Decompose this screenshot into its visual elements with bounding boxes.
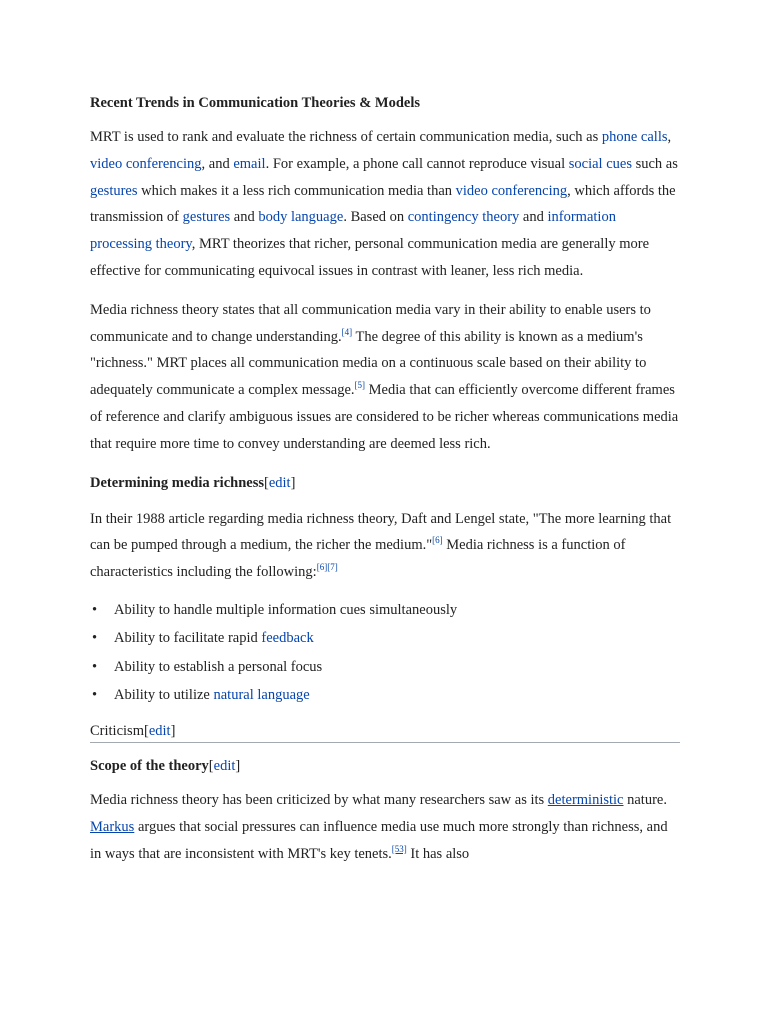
page-title: Recent Trends in Communication Theories & Models bbox=[90, 95, 421, 111]
link-video-conferencing-2[interactable]: video conferencing bbox=[455, 182, 568, 199]
text: , and bbox=[201, 155, 234, 172]
citation-53[interactable]: [53] bbox=[391, 843, 407, 854]
text: and bbox=[230, 209, 259, 226]
link-gestures[interactable]: gestures bbox=[90, 182, 138, 199]
edit-link-scope[interactable]: edit bbox=[213, 757, 236, 774]
text: which makes it a less rich communication media than bbox=[137, 182, 456, 199]
text: and bbox=[519, 209, 548, 226]
text: Media richness is a function of characteristics including the following: bbox=[90, 537, 626, 581]
list-item bbox=[90, 596, 680, 625]
text: . Based on bbox=[343, 209, 408, 226]
text: argues that social pressures can influence media use much more strongly than richness, and in ways that are inconsistent with MRT's key tenets. bbox=[90, 818, 668, 862]
paragraph-daft-lengel bbox=[90, 506, 680, 586]
link-information-processing-theory[interactable]: information processing theory bbox=[90, 209, 616, 253]
bracket: ] bbox=[235, 757, 241, 774]
heading-text: Scope of the theory bbox=[90, 757, 209, 774]
edit-link-criticism[interactable]: edit bbox=[148, 722, 171, 739]
heading-text: Criticism bbox=[90, 722, 144, 739]
list-item-text: Ability to establish a personal focus bbox=[114, 658, 323, 675]
link-gestures-2[interactable]: gestures bbox=[182, 209, 231, 226]
link-natural-language[interactable]: natural language bbox=[213, 687, 310, 704]
citation-6b[interactable]: [6] bbox=[316, 562, 328, 573]
link-email[interactable]: email bbox=[233, 155, 266, 172]
bracket: [ bbox=[143, 722, 149, 739]
citation-6[interactable]: [6] bbox=[432, 535, 443, 546]
paragraph-criticism bbox=[90, 787, 680, 867]
citation-7[interactable]: [7] bbox=[327, 562, 338, 573]
bullet: • bbox=[92, 601, 98, 618]
text: Media richness theory states that all communication media vary in their ability to enable users to communicate and to change understanding. bbox=[90, 301, 651, 345]
text: , MRT theorizes that richer, personal communication media are generally more effective for communicating equivocal issues in contrast with leaner, less rich media. bbox=[90, 236, 650, 279]
edit-link-determining[interactable]: edit bbox=[268, 474, 291, 491]
list-item-text: Ability to facilitate rapid bbox=[114, 630, 262, 647]
link-contingency-theory[interactable]: contingency theory bbox=[407, 209, 520, 226]
bracket: [ bbox=[263, 474, 269, 491]
text: Media that can efficiently overcome different frames of reference and clarify ambiguous issues are considered to be richer whereas communications media that require more time to convey understanding are deemed less rich. bbox=[90, 382, 679, 452]
link-deterministic[interactable]: deterministic bbox=[547, 791, 624, 808]
text: nature. bbox=[623, 791, 667, 808]
section-heading-scope bbox=[90, 753, 680, 779]
bracket: ] bbox=[290, 474, 296, 491]
bullet: • bbox=[92, 687, 98, 704]
text: , bbox=[667, 129, 672, 145]
text: . For example, a phone call cannot reproduce visual bbox=[265, 155, 569, 172]
text: such as bbox=[631, 155, 678, 172]
list-item-text: Ability to utilize bbox=[114, 687, 214, 704]
section-heading-determining bbox=[90, 470, 680, 496]
bracket: ] bbox=[170, 722, 176, 739]
link-body-language[interactable]: body language bbox=[258, 209, 344, 226]
text: In their 1988 article regarding media richness theory, Daft and Lengel state, "The more learning that can be pumped through a medium, the richer the medium." bbox=[90, 510, 672, 554]
text: , which affords the transmission of bbox=[90, 182, 676, 226]
list-item bbox=[90, 681, 680, 710]
bracket: [ bbox=[208, 757, 214, 774]
text: MRT is used to rank and evaluate the richness of certain communication media, such as bbox=[90, 129, 602, 145]
link-video-conferencing[interactable]: video conferencing bbox=[90, 155, 202, 172]
link-feedback[interactable]: feedback bbox=[261, 630, 314, 647]
link-phone-calls[interactable]: phone calls bbox=[601, 129, 668, 145]
link-social-cues[interactable]: social cues bbox=[568, 155, 632, 172]
list-item bbox=[90, 653, 680, 682]
characteristics-list bbox=[90, 596, 680, 710]
citation-4[interactable]: [4] bbox=[341, 326, 353, 337]
list-item-text: Ability to handle multiple information cues simultaneously bbox=[114, 601, 458, 618]
bullet: • bbox=[92, 658, 98, 675]
bullet: • bbox=[92, 630, 98, 647]
link-markus[interactable]: Markus bbox=[90, 818, 135, 835]
article-content bbox=[90, 90, 680, 867]
heading-text: Determining media richness bbox=[90, 474, 264, 491]
text: It has also bbox=[406, 845, 470, 862]
text: The degree of this ability is known as a medium's "richness." MRT places all communication media on a continuous scale based on their ability to adequately communicate a complex message. bbox=[90, 328, 647, 399]
paragraph-mrt-intro bbox=[90, 124, 680, 285]
paragraph-media-richness bbox=[90, 297, 680, 458]
text: Media richness theory has been criticized by what many researchers saw as its bbox=[90, 791, 548, 808]
section-heading-criticism bbox=[90, 720, 680, 743]
citation-5[interactable]: [5] bbox=[354, 380, 366, 391]
list-item bbox=[90, 624, 680, 653]
